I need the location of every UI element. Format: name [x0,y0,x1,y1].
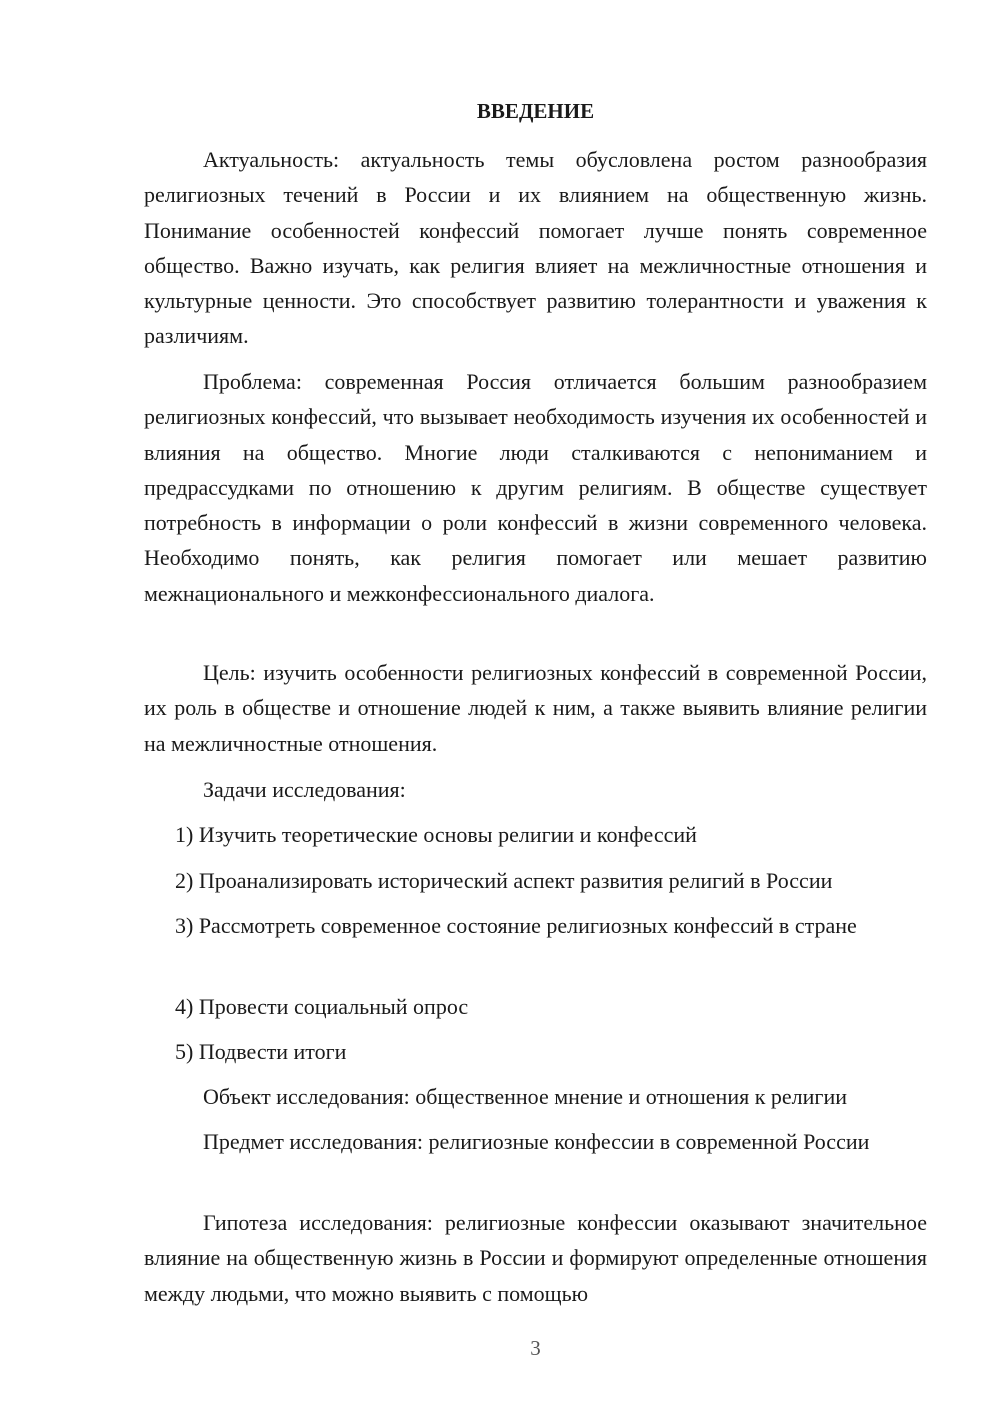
tasks-title: Задачи исследования: [203,777,406,802]
page-number: 3 [530,1336,541,1360]
task-item-2: 2) Проанализировать исторический аспект развития религий в России [175,868,833,893]
section-heading: ВВЕДЕНИЕ [476,99,595,123]
problem-paragraph: Проблема: современная Россия отличается большим разнообразием религиозных конфессий, что вызывает необходимость изучения их особенностей и влияния на общество. Многие люди сталкиваются с непониманием и предрассудками по отношению к другим религиям. В обществе существует потребность в информации о роли конфессий в жизни современного человека. Необходимо понять, как религия помогает или мешает развитию межнационального и межконфессионального диалога. [144,369,927,606]
object-line: Объект исследования: общественное мнение и отношения к религии [203,1084,847,1109]
task-item-3: 3) Рассмотреть современное состояние религиозных конфессий в стране [175,913,857,938]
task-item-1: 1) Изучить теоретические основы религии и конфессий [175,822,697,847]
goal-paragraph: Цель: изучить особенности религиозных конфессий в современной России, их роль в обществе и отношение людей к ним, а также выявить влияние религии на межличностные отношения. [144,660,927,756]
document-page [144,0,927,1414]
task-item-4: 4) Провести социальный опрос [175,994,469,1019]
subject-paragraph: Предмет исследования: религиозные конфессии в современной России [203,1129,870,1154]
relevance-paragraph: Актуальность: актуальность темы обусловлена ростом разнообразия религиозных течений в России и их влиянием на общественную жизнь. Понимание особенностей конфессий помогает лучше понять современное общество. Важно изучать, как религия влияет на межличностные отношения и культурные ценности. Это способствует развитию толерантности и уважения к различиям. [144,147,927,349]
hypothesis-paragraph: Гипотеза исследования: религиозные конфессии оказывают значительное влияние на общественную жизнь в России и формируют определенные отношения между людьми, что можно выявить с помощью [144,1210,927,1306]
task-item-5: 5) Подвести итоги [175,1039,347,1064]
